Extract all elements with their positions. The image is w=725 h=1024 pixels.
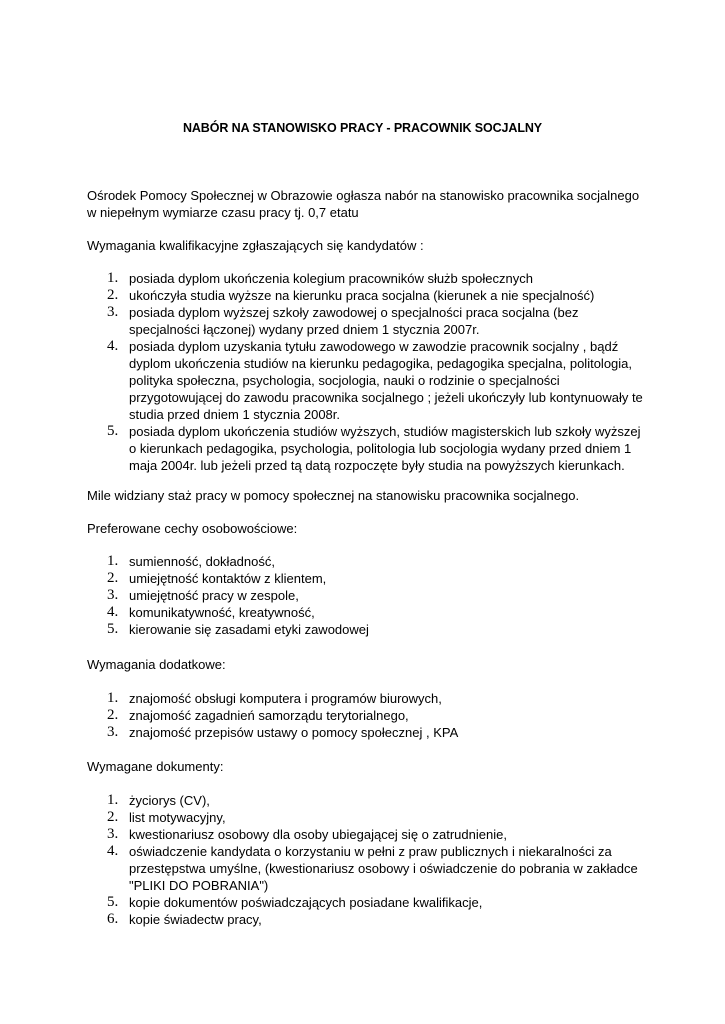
list-item-text: posiada dyplom uzyskania tytułu zawodowego w zawodzie pracownik socjalny , bądź dyplom ukończenia studiów na kierunku pedagogika, pedagogika specjalna, politologia, polityka społeczna, psychologia, socjologia, nauki o rodzinie o specjalności przygotowującej do zawodu pracownika socjalnego ; jeżeli ukończyły lub kontynuowały te studia przed dniem 1 stycznia 2008r.: [129, 339, 643, 422]
list-item-text: życiorys (CV),: [129, 793, 210, 808]
list-item-text: kopie świadectw pracy,: [129, 912, 262, 927]
list-item: [87, 423, 647, 474]
list-number: 5.: [107, 423, 119, 439]
list-number: 5.: [107, 894, 119, 910]
traits-heading: Preferowane cechy osobowościowe:: [87, 521, 298, 536]
list-item-text: znajomość obsługi komputera i programów biurowych,: [129, 691, 442, 706]
list-item-text: posiada dyplom ukończenia studiów wyższych, studiów magisterskich lub szkoły wyższej o kierunkach pedagogika, psychologia, politologia lub socjologia wydany przed dniem 1 maja 2004r. lub jeżeli przed tą datą rozpoczęte były studia na powyższych kierunkach.: [129, 424, 641, 473]
list-number: 2.: [107, 809, 119, 825]
list-item: [87, 809, 647, 826]
page-title: NABÓR NA STANOWISKO PRACY - PRACOWNIK SOCJALNY: [182, 121, 543, 135]
list-item: [87, 911, 647, 928]
list-item-text: kopie dokumentów poświadczających posiadane kwalifikacje,: [129, 895, 483, 910]
list-number: 2.: [107, 570, 119, 586]
additional-list: [87, 690, 647, 741]
list-item: [87, 690, 647, 707]
list-number: 1.: [107, 690, 119, 706]
list-item: [87, 587, 647, 604]
list-item: [87, 270, 647, 287]
list-number: 3.: [107, 724, 119, 740]
list-item: [87, 894, 647, 911]
requirements-list: [87, 270, 647, 474]
list-number: 3.: [107, 304, 119, 320]
list-item: [87, 304, 647, 338]
list-number: 5.: [107, 621, 119, 637]
documents-list: [87, 792, 647, 928]
list-item-text: kwestionariusz osobowy dla osoby ubiegającej się o zatrudnienie,: [129, 827, 507, 842]
list-item: [87, 553, 647, 570]
list-item: [87, 843, 647, 894]
list-item: [87, 287, 647, 304]
list-item: [87, 604, 647, 621]
list-item-text: posiada dyplom ukończenia kolegium pracowników służb społecznych: [129, 271, 533, 286]
list-item-text: posiada dyplom wyższej szkoły zawodowej o specjalności praca socjalna (bez specjalności łączonej) wydany przed dniem 1 stycznia 2007r.: [129, 305, 579, 337]
list-item: [87, 707, 647, 724]
list-item-text: znajomość przepisów ustawy o pomocy społecznej , KPA: [129, 725, 459, 740]
list-item: [87, 338, 647, 423]
list-item: [87, 792, 647, 809]
list-item-text: znajomość zagadnień samorządu terytorialnego,: [129, 708, 409, 723]
list-number: 3.: [107, 826, 119, 842]
requirements-heading: Wymagania kwalifikacyjne zgłaszających się kandydatów :: [87, 238, 424, 253]
list-number: 4.: [107, 843, 119, 859]
list-item-text: ukończyła studia wyższe na kierunku praca socjalna (kierunek a nie specjalność): [129, 288, 595, 303]
list-item-text: komunikatywność, kreatywność,: [129, 605, 315, 620]
list-item-text: oświadczenie kandydata o korzystaniu w pełni z praw publicznych i niekaralności za przestępstwa umyślne, (kwestionariusz osobowy i oświadczenie do pobrania w zakładce "PLIKI DO POBRANIA"): [129, 844, 638, 893]
list-number: 1.: [107, 553, 119, 569]
list-number: 6.: [107, 911, 119, 927]
list-item-text: umiejętność pracy w zespole,: [129, 588, 299, 603]
list-number: 4.: [107, 604, 119, 620]
list-item-text: list motywacyjny,: [129, 810, 226, 825]
list-item: [87, 826, 647, 843]
list-item: [87, 724, 647, 741]
list-number: 4.: [107, 338, 119, 354]
list-number: 1.: [107, 270, 119, 286]
list-item: [87, 570, 647, 587]
list-item-text: kierowanie się zasadami etyki zawodowej: [129, 622, 369, 637]
list-item: [87, 621, 647, 638]
list-number: 3.: [107, 587, 119, 603]
additional-heading: Wymagania dodatkowe:: [87, 657, 226, 672]
list-item-text: umiejętność kontaktów z klientem,: [129, 571, 327, 586]
list-number: 2.: [107, 707, 119, 723]
intro-paragraph: Ośrodek Pomocy Społecznej w Obrazowie ogłasza nabór na stanowisko pracownika socjalnego w niepełnym wymiarze czasu pracy tj. 0,7 etatu: [87, 188, 640, 220]
list-number: 1.: [107, 792, 119, 808]
list-number: 2.: [107, 287, 119, 303]
experience-note: Mile widziany staż pracy w pomocy społecznej na stanowisku pracownika socjalnego.: [87, 488, 580, 503]
traits-list: [87, 553, 647, 638]
list-item-text: sumienność, dokładność,: [129, 554, 275, 569]
documents-heading: Wymagane dokumenty:: [87, 759, 224, 774]
